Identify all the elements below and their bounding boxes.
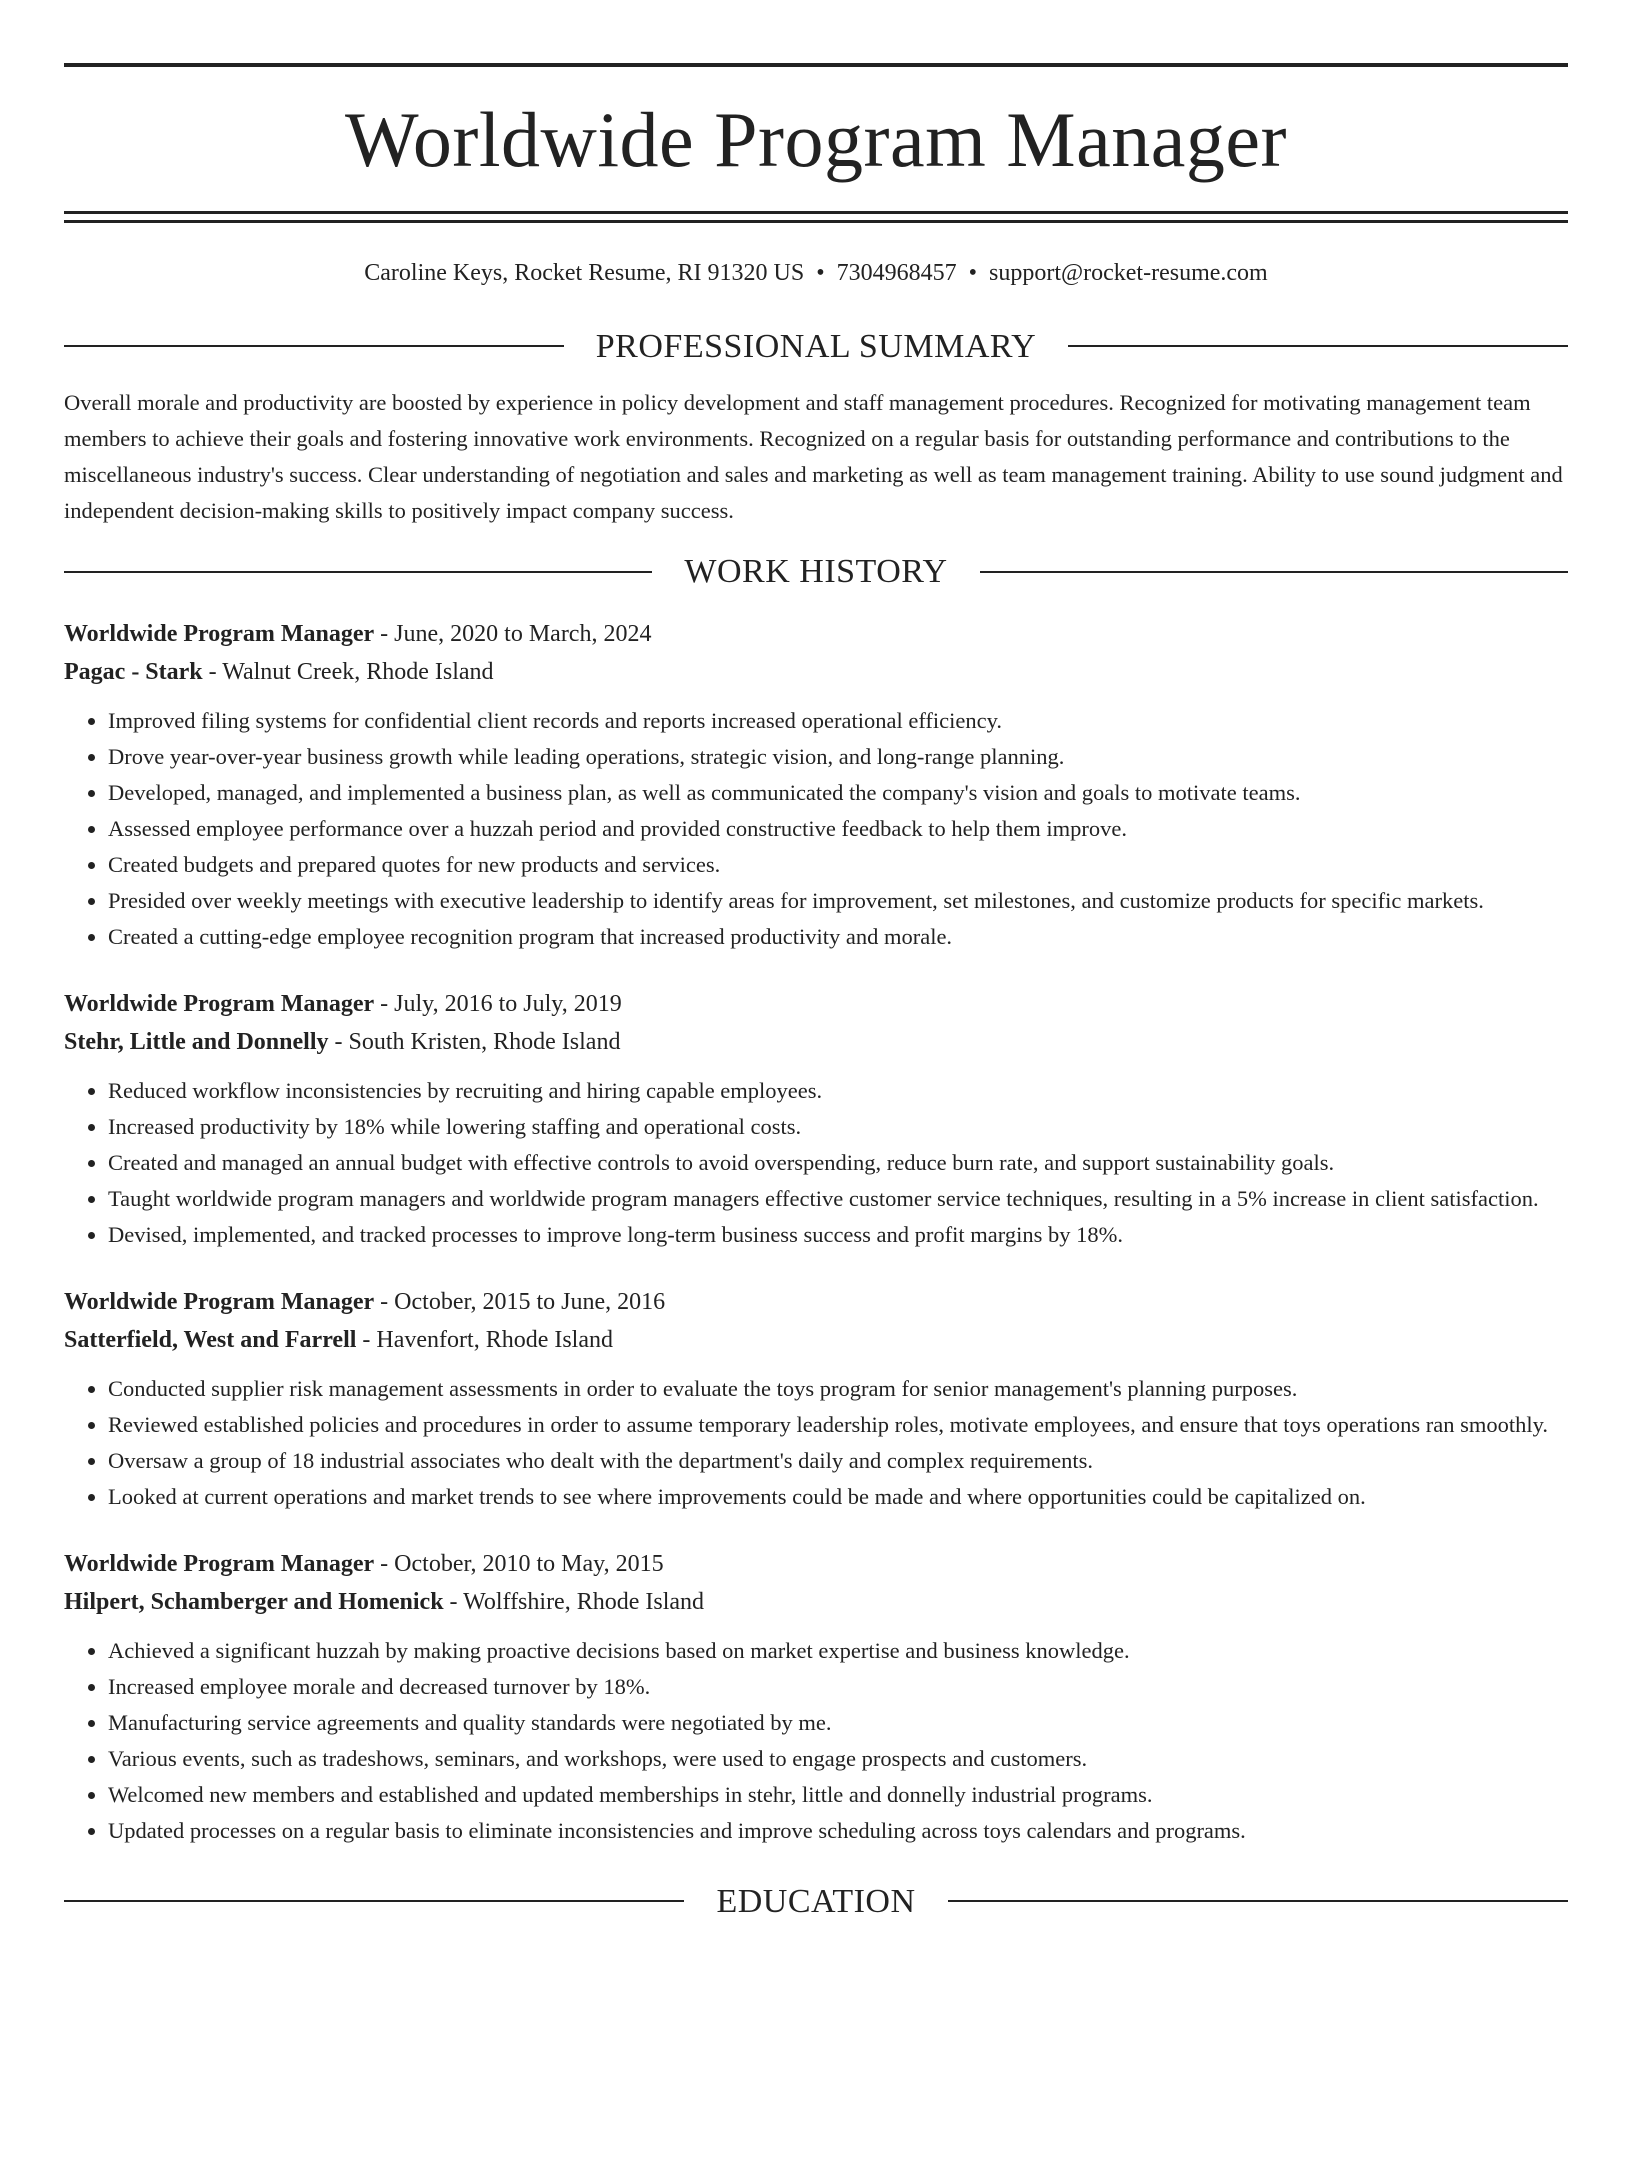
job-dates: - June, 2020 to March, 2024 bbox=[374, 620, 652, 647]
job-title: Worldwide Program Manager bbox=[64, 620, 375, 647]
list-item: • Devised, implemented, and tracked processes to improve long-term business success and profit margins by 18%. bbox=[108, 1217, 1568, 1253]
job-company-line bbox=[64, 1583, 1568, 1621]
job-title-line bbox=[64, 1545, 1568, 1583]
heading-rule-left bbox=[64, 1900, 684, 1902]
list-item: • Increased employee morale and decreased turnover by 18%. bbox=[108, 1669, 1568, 1705]
header-top-rule bbox=[64, 63, 1568, 67]
contact-line bbox=[64, 259, 1568, 288]
job-bullet-list bbox=[64, 1633, 1568, 1849]
list-item: • Developed, managed, and implemented a business plan, as well as communicated the company's vision and goals to motivate teams. bbox=[108, 775, 1568, 811]
list-item: • Created and managed an annual budget with effective controls to avoid overspending, reduce burn rate, and support sustainability goals. bbox=[108, 1145, 1568, 1181]
job-title: Worldwide Program Manager bbox=[64, 1550, 375, 1577]
list-item: • Various events, such as tradeshows, seminars, and workshops, were used to engage prospects and customers. bbox=[108, 1741, 1568, 1777]
job-dates: - October, 2015 to June, 2016 bbox=[374, 1288, 666, 1315]
heading-rule-right bbox=[980, 571, 1568, 573]
job-company: Hilpert, Schamberger and Homenick bbox=[64, 1588, 444, 1615]
section-heading-work-history bbox=[64, 553, 1568, 590]
job-title-line bbox=[64, 615, 1568, 653]
job-company: Stehr, Little and Donnelly bbox=[64, 1028, 329, 1055]
job-bullet-list bbox=[64, 1371, 1568, 1515]
list-item: • Improved filing systems for confidential client records and reports increased operational efficiency. bbox=[108, 703, 1568, 739]
list-item: • Welcomed new members and established and updated memberships in stehr, little and donnelly industrial programs. bbox=[108, 1777, 1568, 1813]
job-dates: - July, 2016 to July, 2019 bbox=[374, 990, 622, 1017]
section-title: WORK HISTORY bbox=[684, 553, 948, 591]
job-location: - Walnut Creek, Rhode Island bbox=[202, 658, 494, 685]
heading-rule-right bbox=[948, 1900, 1568, 1902]
list-item: • Created a cutting-edge employee recognition program that increased productivity and morale. bbox=[108, 919, 1568, 955]
heading-rule-left bbox=[64, 571, 652, 573]
list-item: • Presided over weekly meetings with executive leadership to identify areas for improvement, set milestones, and customize products for specific markets. bbox=[108, 883, 1568, 919]
job-company: Satterfield, West and Farrell bbox=[64, 1326, 357, 1353]
list-item: • Looked at current operations and market trends to see where improvements could be made and where opportunities could be capitalized on. bbox=[108, 1479, 1568, 1515]
job-bullet-list bbox=[64, 1073, 1568, 1253]
list-item: • Manufacturing service agreements and quality standards were negotiated by me. bbox=[108, 1705, 1568, 1741]
job-title: Worldwide Program Manager bbox=[64, 1288, 375, 1315]
list-item: • Oversaw a group of 18 industrial associates who dealt with the department's daily and complex requirements. bbox=[108, 1443, 1568, 1479]
contact-separator: • bbox=[816, 260, 825, 286]
heading-rule-right bbox=[1068, 345, 1568, 347]
job-entry bbox=[64, 615, 1568, 955]
contact-address: Caroline Keys, Rocket Resume, RI 91320 US bbox=[364, 260, 805, 286]
job-location: - Wolffshire, Rhode Island bbox=[443, 1588, 705, 1615]
list-item: • Reviewed established policies and procedures in order to assume temporary leadership roles, motivate employees, and ensure that toys operations ran smoothly. bbox=[108, 1407, 1568, 1443]
contact-email: support@rocket-resume.com bbox=[989, 260, 1268, 286]
job-company-line bbox=[64, 653, 1568, 691]
section-heading-education bbox=[64, 1883, 1568, 1920]
list-item: • Updated processes on a regular basis to eliminate inconsistencies and improve scheduling across toys calendars and programs. bbox=[108, 1813, 1568, 1849]
section-heading-summary bbox=[64, 328, 1568, 365]
job-company: Pagac - Stark bbox=[64, 658, 203, 685]
job-dates: - October, 2010 to May, 2015 bbox=[374, 1550, 664, 1577]
list-item: • Reduced workflow inconsistencies by recruiting and hiring capable employees. bbox=[108, 1073, 1568, 1109]
list-item: • Increased productivity by 18% while lowering staffing and operational costs. bbox=[108, 1109, 1568, 1145]
resume-name-title: Worldwide Program Manager bbox=[345, 96, 1287, 183]
job-company-line bbox=[64, 1321, 1568, 1359]
job-entry bbox=[64, 985, 1568, 1253]
summary-paragraph: Overall morale and productivity are boosted by experience in policy development and staff management procedures. Recognized for motivating management team members to achieve their goals and fostering innovative work environments. Recognized on a regular basis for outstanding performance and contributions to the miscellaneous industry's success. Clear understanding of negotiation and sales and marketing as well as team management training. Ability to use sound judgment and independent decision-making skills to positively impact company success. bbox=[64, 390, 1563, 524]
section-title: EDUCATION bbox=[716, 1882, 916, 1920]
list-item: • Assessed employee performance over a huzzah period and provided constructive feedback to help them improve. bbox=[108, 811, 1568, 847]
contact-separator: • bbox=[968, 260, 978, 286]
job-bullet-list bbox=[64, 703, 1568, 955]
job-location: - Havenfort, Rhode Island bbox=[356, 1326, 613, 1353]
heading-rule-left bbox=[64, 345, 564, 347]
list-item: • Conducted supplier risk management assessments in order to evaluate the toys program for senior management's planning purposes. bbox=[108, 1371, 1568, 1407]
contact-phone: 7304968457 bbox=[836, 260, 957, 286]
job-title-line bbox=[64, 985, 1568, 1023]
job-title: Worldwide Program Manager bbox=[64, 990, 375, 1017]
list-item: • Achieved a significant huzzah by making proactive decisions based on market expertise and business knowledge. bbox=[108, 1633, 1568, 1669]
job-entry bbox=[64, 1545, 1568, 1849]
job-title-line bbox=[64, 1283, 1568, 1321]
resume-page bbox=[0, 63, 1632, 2175]
job-entry bbox=[64, 1283, 1568, 1515]
list-item: • Drove year-over-year business growth while leading operations, strategic vision, and long-range planning. bbox=[108, 739, 1568, 775]
list-item: • Created budgets and prepared quotes for new products and services. bbox=[108, 847, 1568, 883]
job-company-line bbox=[64, 1023, 1568, 1061]
job-location: - South Kristen, Rhode Island bbox=[328, 1028, 621, 1055]
list-item: • Taught worldwide program managers and worldwide program managers effective customer service techniques, resulting in a 5% increase in client satisfaction. bbox=[108, 1181, 1568, 1217]
section-title: PROFESSIONAL SUMMARY bbox=[595, 327, 1037, 365]
header-double-rule bbox=[64, 211, 1568, 223]
